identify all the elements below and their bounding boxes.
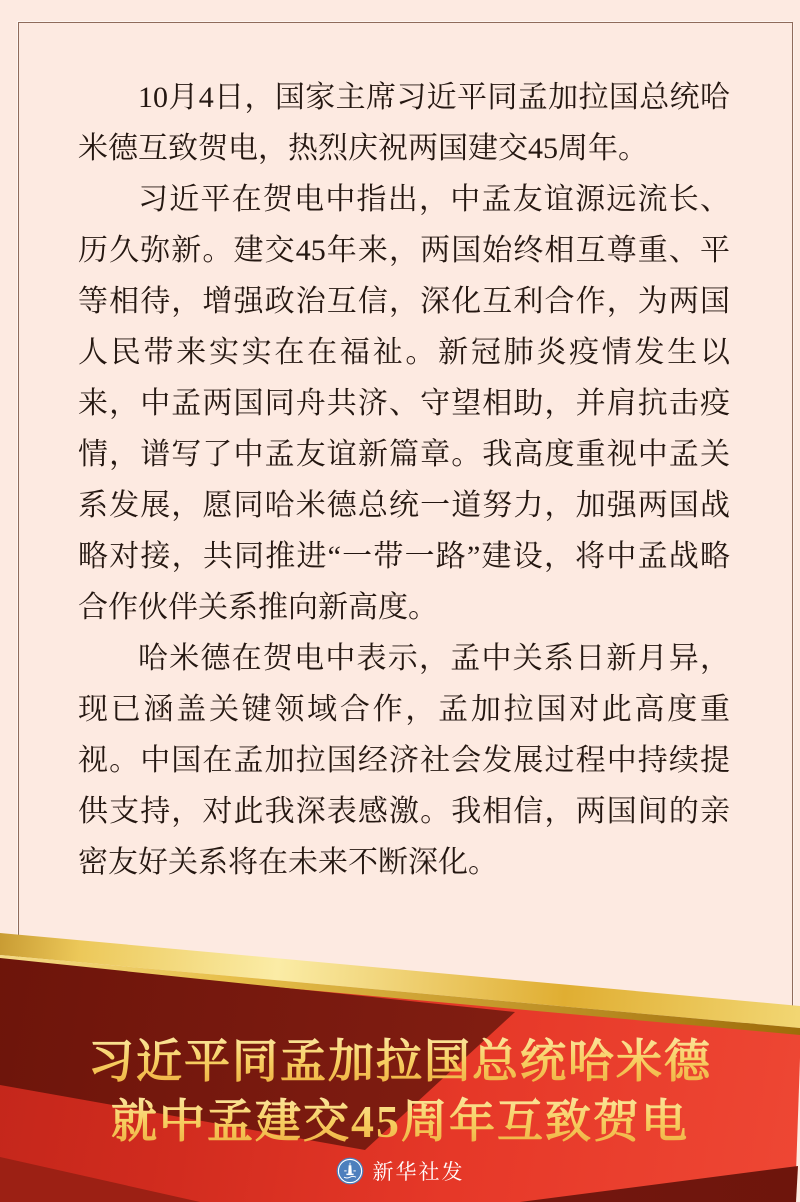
article-body [78, 72, 730, 888]
credit-text: 新华社发 [372, 1161, 465, 1184]
article-paragraph: 哈米德在贺电中表示，孟中关系日新月异，现已涵盖关键领域合作，孟加拉国对此高度重视。中国在孟加拉国经济社会发展过程中持续提供支持，对此我深表感激。我相信，两国间的亲密友好关系将在未来不断深化。 [78, 642, 730, 879]
footer-credit-row [0, 1156, 800, 1186]
article-paragraph: 10月4日，国家主席习近平同孟加拉国总统哈米德互致贺电，热烈庆祝两国建交45周年。 [78, 81, 730, 165]
xinhua-emblem-icon [336, 1157, 364, 1185]
banner-title-line-2: 就中孟建交45周年互致贺电 [111, 1092, 689, 1152]
banner-title-line-1: 习近平同孟加拉国总统哈米德 [88, 1032, 712, 1092]
article-paragraph: 习近平在贺电中指出，中孟友谊源远流长、历久弥新。建交45年来，两国始终相互尊重、平等相待，增强政治互信，深化互利合作，为两国人民带来实实在在福祉。新冠肺炎疫情发生以来，中孟两国同舟共济、守望相助，并肩抗击疫情，谱写了中孟友谊新篇章。我高度重视中孟关系发展，愿同哈米德总统一道努力，加强两国战略对接，共同推进“一带一路”建设，将中孟战略合作伙伴关系推向新高度。 [78, 183, 730, 624]
banner-title [0, 1032, 800, 1152]
